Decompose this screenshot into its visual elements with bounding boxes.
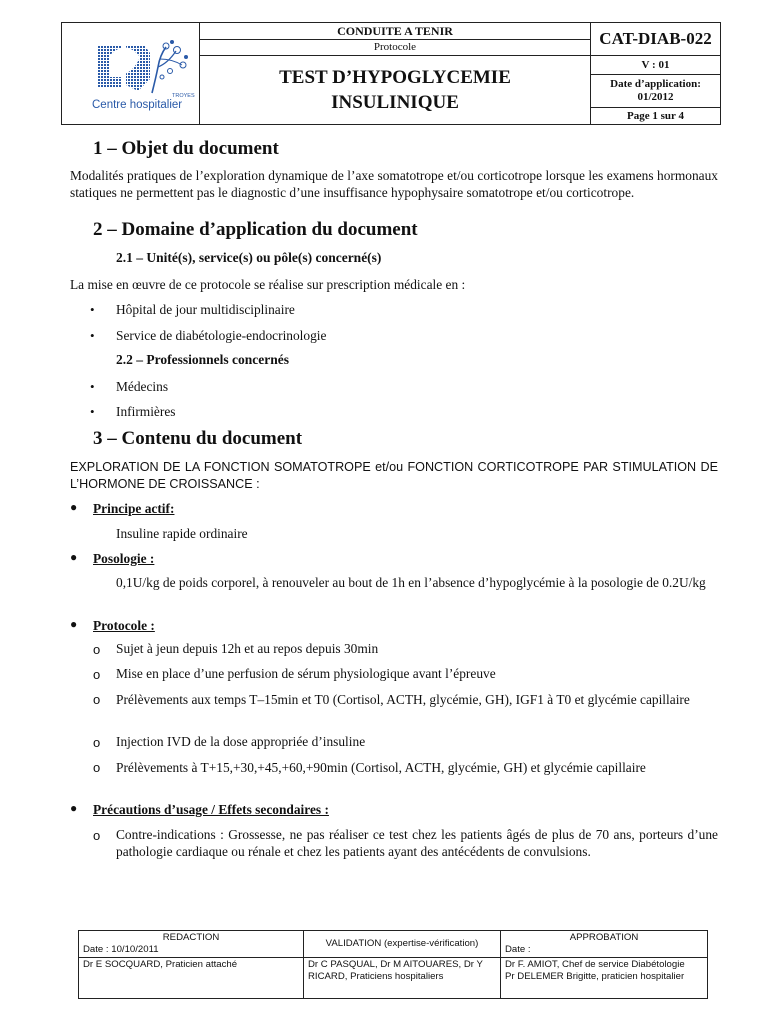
- date-cell: [591, 75, 721, 108]
- section-2-1-title: 2.1 – Unité(s), service(s) ou pôle(s) concerné(s): [116, 250, 382, 265]
- approval-table: [78, 930, 708, 999]
- list-item: Mise en place d’une perfusion de sérum physiologique avant l’épreuve: [116, 666, 496, 681]
- section-2-title: 2 – Domaine d’application du document: [93, 219, 418, 240]
- approbation-names-cell: [501, 958, 708, 999]
- section-3-intro: EXPLORATION DE LA FONCTION SOMATOTROPE et/ou FONCTION CORTICOTROPE PAR STIMULATION DE L’HORMONE DE CROISSANCE :: [70, 460, 718, 491]
- list-item: • Hôpital de jour multidisciplinaire: [93, 301, 295, 318]
- circle-bullet-icon: o: [93, 760, 101, 775]
- posologie-text: 0,1U/kg de poids corporel, à renouveler au bout de 1h en l’absence d’hypoglycémie à la posologie de 0.2U/kg: [116, 575, 706, 590]
- doc-title: [200, 56, 590, 124]
- validation-header: VALIDATION (expertise-vérification): [304, 931, 501, 958]
- page-number: Page 1 sur 4: [591, 108, 721, 125]
- approbation-head-cell: [501, 931, 708, 958]
- precautions-heading: Précautions d’usage / Effets secondaires :: [93, 802, 329, 817]
- hospital-logo: [92, 37, 196, 117]
- redaction-head-cell: [79, 931, 304, 958]
- bullet-icon: ●: [70, 801, 78, 815]
- document-header: [61, 22, 721, 125]
- doc-subtype: Protocole: [200, 39, 591, 56]
- logo-name: Centre hospitalier: [92, 99, 183, 111]
- doc-type: CONDUITE A TENIR: [200, 23, 591, 40]
- section-3-title: 3 – Contenu du document: [93, 428, 303, 449]
- list-item: • Infirmières: [93, 403, 176, 420]
- validation-names: Dr C PASQUAL, Dr M AITOUARES, Dr Y RICARD, Praticiens hospitaliers: [304, 958, 501, 999]
- doc-title-line1: TEST D’HYPOGLYCEMIE: [279, 67, 511, 88]
- section-1-text: Modalités pratiques de l’exploration dynamique de l’axe somatotrope et/ou corticotrope lorsque les examens hormonaux statiques ne permettent pas le diagnostic d’une insuffisance hypophysaire somatotrope et/ou corticotrope.: [70, 168, 718, 200]
- logo-graphic: [92, 37, 196, 99]
- list-item: Prélèvements aux temps T–15min et T0 (Cortisol, ACTH, glycémie, GH), IGF1 à T0 et glycémie capillaire: [116, 692, 690, 707]
- circle-bullet-icon: o: [93, 642, 101, 657]
- list-item: • Service de diabétologie-endocrinologie: [93, 327, 326, 344]
- list-item: Prélèvements à T+15,+30,+45,+60,+90min (Cortisol, ACTH, glycémie, GH) et glycémie capillaire: [116, 760, 646, 775]
- redaction-header: REDACTION: [162, 932, 220, 943]
- logo-city: TROYES: [172, 93, 195, 99]
- principe-heading: Principe actif:: [93, 501, 175, 516]
- bullet-icon: ●: [70, 500, 78, 514]
- section-2-1-intro: La mise en œuvre de ce protocole se réalise sur prescription médicale en :: [70, 277, 466, 292]
- list-item: Sujet à jeun depuis 12h et au repos depuis 30min: [116, 641, 379, 656]
- doc-version: V : 01: [591, 56, 721, 75]
- doc-title-cell: [200, 56, 591, 125]
- approbation-name-2: Pr DELEMER Brigitte, praticien hospitalier: [505, 970, 685, 982]
- section-2-2-title: 2.2 – Professionnels concernés: [116, 352, 289, 367]
- circle-bullet-icon: o: [93, 735, 101, 750]
- date-value: 01/2012: [637, 91, 674, 103]
- bullet-icon: ●: [70, 617, 78, 631]
- redaction-names: Dr E SOCQUARD, Praticien attaché: [79, 958, 304, 999]
- list-item: • Médecins: [93, 378, 168, 395]
- list-item: Contre-indications : Grossesse, ne pas réaliser ce test chez les patients âgés de plus de 70 ans, porteurs d’une pathologie cardiaque ou rénale et chez les patients ayant des antécédents de convulsions.: [116, 827, 718, 859]
- date-label: Date d’application:: [610, 78, 701, 90]
- redaction-date: Date : 10/10/2011: [83, 943, 159, 955]
- approbation-date: Date :: [505, 943, 531, 955]
- circle-bullet-icon: o: [93, 667, 101, 682]
- principe-text: Insuline rapide ordinaire: [116, 526, 248, 541]
- approbation-name-1: Dr F. AMIOT, Chef de service Diabétologie: [505, 959, 685, 970]
- circle-bullet-icon: o: [93, 692, 101, 707]
- section-1-title: 1 – Objet du document: [93, 138, 279, 159]
- doc-title-line2: INSULINIQUE: [331, 92, 459, 113]
- doc-code: CAT-DIAB-022: [591, 23, 721, 56]
- protocole-heading: Protocole :: [93, 618, 155, 633]
- posologie-heading: Posologie :: [93, 551, 155, 566]
- logo-cell: [62, 23, 200, 125]
- approbation-header: APPROBATION: [569, 932, 639, 943]
- bullet-icon: ●: [70, 550, 78, 564]
- list-item: Injection IVD de la dose appropriée d’insuline: [116, 734, 366, 749]
- circle-bullet-icon: o: [93, 828, 101, 843]
